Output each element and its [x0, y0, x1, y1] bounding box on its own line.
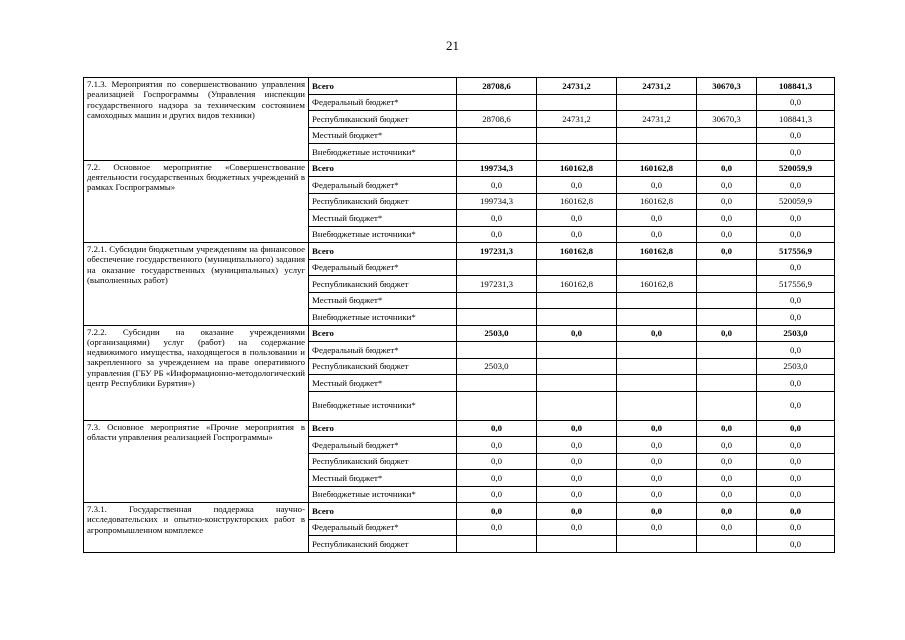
year-value-cell: 0,0 — [617, 453, 697, 470]
year-value-cell — [537, 342, 617, 359]
total-value-cell: 0,0 — [757, 127, 835, 144]
total-value-cell: 0,0 — [757, 94, 835, 111]
year-value-cell — [537, 375, 617, 392]
total-value-cell: 2503,0 — [757, 358, 835, 375]
year-value-cell: 197231,3 — [457, 243, 537, 260]
year-value-cell: 0,0 — [537, 503, 617, 520]
year-value-cell: 160162,8 — [617, 276, 697, 293]
page-number: 21 — [446, 38, 459, 53]
total-value-cell: 0,0 — [757, 259, 835, 276]
total-value-cell: 108841,3 — [757, 78, 835, 95]
year-value-cell — [697, 358, 757, 375]
table-row — [84, 503, 835, 520]
table-row — [84, 243, 835, 260]
year-value-cell: 0,0 — [697, 193, 757, 210]
year-value-cell: 0,0 — [537, 325, 617, 342]
year-value-cell — [697, 94, 757, 111]
year-value-cell — [697, 342, 757, 359]
year-value-cell: 199734,3 — [457, 160, 537, 177]
total-value-cell: 0,0 — [757, 342, 835, 359]
budget-table — [83, 77, 835, 553]
year-value-cell: 0,0 — [457, 503, 537, 520]
funding-source-label: Местный бюджет* — [309, 375, 457, 392]
total-value-cell: 520059,9 — [757, 160, 835, 177]
year-value-cell: 0,0 — [617, 503, 697, 520]
year-value-cell — [617, 127, 697, 144]
year-value-cell: 0,0 — [457, 177, 537, 194]
year-value-cell: 160162,8 — [617, 193, 697, 210]
year-value-cell: 160162,8 — [537, 193, 617, 210]
total-value-cell: 0,0 — [757, 437, 835, 454]
total-value-cell: 0,0 — [757, 503, 835, 520]
total-value-cell: 0,0 — [757, 226, 835, 243]
year-value-cell: 0,0 — [697, 325, 757, 342]
measure-description: 7.2.2. Субсидии на оказание учреждениями (организациями) услуг (работ) на содержание недвижимого имущества, находящегося в пользовании и закрепленного за учреждением на праве оперативного управления (ГБУ РБ «Информационно-методологический центр Республики Бурятия») — [84, 325, 309, 420]
year-value-cell: 0,0 — [457, 453, 537, 470]
year-value-cell — [537, 309, 617, 326]
total-value-cell: 0,0 — [757, 420, 835, 437]
year-value-cell — [457, 259, 537, 276]
total-value-cell: 517556,9 — [757, 276, 835, 293]
year-value-cell: 0,0 — [537, 420, 617, 437]
year-value-cell — [697, 375, 757, 392]
year-value-cell — [617, 292, 697, 309]
year-value-cell: 0,0 — [617, 437, 697, 454]
year-value-cell: 160162,8 — [537, 243, 617, 260]
year-value-cell: 2503,0 — [457, 358, 537, 375]
table-row — [84, 325, 835, 342]
year-value-cell: 24731,2 — [537, 78, 617, 95]
year-value-cell: 0,0 — [537, 486, 617, 503]
total-value-cell: 2503,0 — [757, 325, 835, 342]
year-value-cell: 160162,8 — [617, 160, 697, 177]
year-value-cell — [617, 144, 697, 161]
year-value-cell — [537, 536, 617, 553]
funding-source-label: Республиканский бюджет — [309, 536, 457, 553]
total-value-cell: 0,0 — [757, 391, 835, 420]
year-value-cell: 0,0 — [457, 210, 537, 227]
total-value-cell: 0,0 — [757, 470, 835, 487]
year-value-cell: 0,0 — [537, 226, 617, 243]
total-value-cell: 0,0 — [757, 453, 835, 470]
year-value-cell: 199734,3 — [457, 193, 537, 210]
year-value-cell — [697, 536, 757, 553]
year-value-cell: 0,0 — [697, 177, 757, 194]
year-value-cell: 0,0 — [617, 226, 697, 243]
year-value-cell — [457, 342, 537, 359]
total-value-cell: 0,0 — [757, 144, 835, 161]
year-value-cell: 24731,2 — [617, 78, 697, 95]
year-value-cell: 197231,3 — [457, 276, 537, 293]
measure-description: 7.1.3. Мероприятия по совершенствованию управления реализацией Госпрограммы (Управления инспекции государственного надзора за техническим состоянием самоходных машин и других видов техники) — [84, 78, 309, 161]
budget-table-body — [84, 78, 835, 553]
year-value-cell: 30670,3 — [697, 78, 757, 95]
funding-source-label: Всего — [309, 325, 457, 342]
funding-source-label: Федеральный бюджет* — [309, 259, 457, 276]
funding-source-label: Республиканский бюджет — [309, 453, 457, 470]
year-value-cell: 0,0 — [457, 519, 537, 536]
year-value-cell — [697, 391, 757, 420]
year-value-cell: 24731,2 — [617, 111, 697, 128]
funding-source-label: Всего — [309, 243, 457, 260]
year-value-cell: 0,0 — [457, 470, 537, 487]
year-value-cell — [617, 391, 697, 420]
year-value-cell: 28708,6 — [457, 111, 537, 128]
year-value-cell — [457, 309, 537, 326]
year-value-cell: 0,0 — [617, 177, 697, 194]
year-value-cell — [537, 144, 617, 161]
funding-source-label: Федеральный бюджет* — [309, 177, 457, 194]
year-value-cell — [697, 144, 757, 161]
total-value-cell: 0,0 — [757, 375, 835, 392]
year-value-cell: 24731,2 — [537, 111, 617, 128]
funding-source-label: Внебюджетные источники* — [309, 486, 457, 503]
year-value-cell — [457, 144, 537, 161]
year-value-cell: 0,0 — [537, 437, 617, 454]
year-value-cell: 0,0 — [697, 243, 757, 260]
year-value-cell: 0,0 — [697, 486, 757, 503]
funding-source-label: Республиканский бюджет — [309, 358, 457, 375]
year-value-cell: 2503,0 — [457, 325, 537, 342]
funding-source-label: Внебюджетные источники* — [309, 226, 457, 243]
year-value-cell — [537, 127, 617, 144]
year-value-cell — [457, 94, 537, 111]
year-value-cell: 0,0 — [697, 470, 757, 487]
funding-source-label: Республиканский бюджет — [309, 111, 457, 128]
measure-description: 7.3. Основное мероприятие «Прочие мероприятия в области управления реализацией Госпрограммы» — [84, 420, 309, 503]
funding-source-label: Федеральный бюджет* — [309, 342, 457, 359]
year-value-cell: 0,0 — [617, 325, 697, 342]
year-value-cell — [697, 309, 757, 326]
measure-description: 7.3.1. Государственная поддержка научно-исследовательских и опытно-конструкторских работ в агропромышленном комплексе — [84, 503, 309, 553]
funding-source-label: Федеральный бюджет* — [309, 437, 457, 454]
funding-source-label: Федеральный бюджет* — [309, 94, 457, 111]
total-value-cell: 0,0 — [757, 210, 835, 227]
year-value-cell — [457, 127, 537, 144]
year-value-cell: 160162,8 — [617, 243, 697, 260]
year-value-cell — [537, 358, 617, 375]
total-value-cell: 0,0 — [757, 519, 835, 536]
year-value-cell: 0,0 — [537, 470, 617, 487]
year-value-cell: 0,0 — [537, 453, 617, 470]
table-row — [84, 420, 835, 437]
year-value-cell — [617, 259, 697, 276]
funding-source-label: Местный бюджет* — [309, 210, 457, 227]
year-value-cell — [617, 358, 697, 375]
year-value-cell: 0,0 — [617, 519, 697, 536]
year-value-cell: 0,0 — [697, 420, 757, 437]
total-value-cell: 0,0 — [757, 177, 835, 194]
year-value-cell: 0,0 — [537, 210, 617, 227]
year-value-cell: 0,0 — [457, 486, 537, 503]
year-value-cell — [617, 342, 697, 359]
year-value-cell: 0,0 — [617, 486, 697, 503]
year-value-cell: 0,0 — [457, 226, 537, 243]
funding-source-label: Местный бюджет* — [309, 470, 457, 487]
year-value-cell: 0,0 — [617, 420, 697, 437]
funding-source-label: Республиканский бюджет — [309, 276, 457, 293]
year-value-cell: 0,0 — [697, 160, 757, 177]
year-value-cell: 0,0 — [697, 437, 757, 454]
funding-source-label: Всего — [309, 420, 457, 437]
year-value-cell — [457, 375, 537, 392]
year-value-cell — [457, 536, 537, 553]
total-value-cell: 0,0 — [757, 292, 835, 309]
total-value-cell: 0,0 — [757, 486, 835, 503]
year-value-cell: 28708,6 — [457, 78, 537, 95]
year-value-cell — [617, 536, 697, 553]
year-value-cell — [537, 391, 617, 420]
measure-description: 7.2.1. Субсидии бюджетным учреждениям на финансовое обеспечение государственного (муниципального) задания на оказание государственных (муниципальных) услуг (выполненных работ) — [84, 243, 309, 326]
funding-source-label: Всего — [309, 78, 457, 95]
total-value-cell: 108841,3 — [757, 111, 835, 128]
year-value-cell: 0,0 — [617, 210, 697, 227]
funding-source-label: Всего — [309, 503, 457, 520]
total-value-cell: 0,0 — [757, 309, 835, 326]
year-value-cell — [457, 292, 537, 309]
year-value-cell — [617, 94, 697, 111]
table-row — [84, 160, 835, 177]
funding-source-label: Республиканский бюджет — [309, 193, 457, 210]
year-value-cell — [537, 94, 617, 111]
year-value-cell — [697, 259, 757, 276]
table-row — [84, 78, 835, 95]
total-value-cell: 0,0 — [757, 536, 835, 553]
year-value-cell: 0,0 — [697, 226, 757, 243]
year-value-cell — [697, 127, 757, 144]
year-value-cell — [697, 276, 757, 293]
year-value-cell — [617, 375, 697, 392]
year-value-cell — [457, 391, 537, 420]
year-value-cell: 160162,8 — [537, 276, 617, 293]
funding-source-label: Местный бюджет* — [309, 127, 457, 144]
year-value-cell: 0,0 — [697, 519, 757, 536]
funding-source-label: Внебюджетные источники* — [309, 309, 457, 326]
year-value-cell: 0,0 — [457, 420, 537, 437]
year-value-cell: 0,0 — [537, 519, 617, 536]
year-value-cell — [697, 292, 757, 309]
year-value-cell: 30670,3 — [697, 111, 757, 128]
year-value-cell — [537, 259, 617, 276]
funding-source-label: Федеральный бюджет* — [309, 519, 457, 536]
year-value-cell: 0,0 — [697, 453, 757, 470]
funding-source-label: Местный бюджет* — [309, 292, 457, 309]
funding-source-label: Внебюджетные источники* — [309, 144, 457, 161]
year-value-cell — [537, 292, 617, 309]
year-value-cell: 160162,8 — [537, 160, 617, 177]
measure-description: 7.2. Основное мероприятие «Совершенствование деятельности государственных бюджетных учреждений в рамках Госпрограммы» — [84, 160, 309, 243]
funding-source-label: Внебюджетные источники* — [309, 391, 457, 420]
total-value-cell: 520059,9 — [757, 193, 835, 210]
year-value-cell: 0,0 — [697, 503, 757, 520]
funding-source-label: Всего — [309, 160, 457, 177]
year-value-cell: 0,0 — [457, 437, 537, 454]
year-value-cell: 0,0 — [697, 210, 757, 227]
year-value-cell — [617, 309, 697, 326]
year-value-cell: 0,0 — [617, 470, 697, 487]
total-value-cell: 517556,9 — [757, 243, 835, 260]
year-value-cell: 0,0 — [537, 177, 617, 194]
